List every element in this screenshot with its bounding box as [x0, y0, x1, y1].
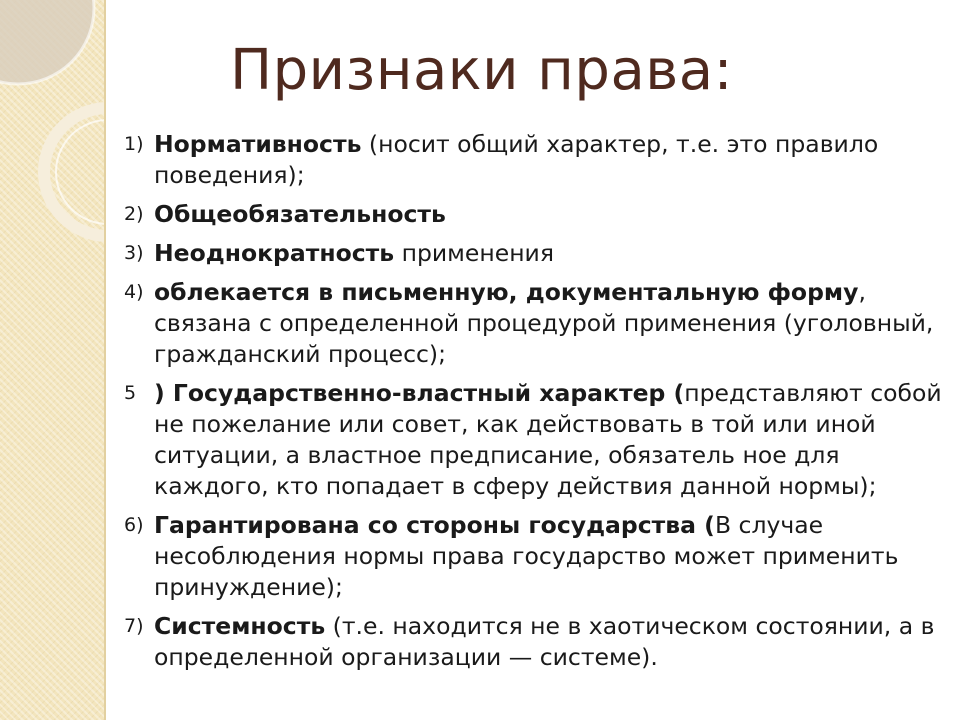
item-term: Системность [154, 612, 326, 640]
item-term: ) Государственно-властный характер ( [154, 379, 685, 407]
slide-title: Признаки права: [230, 38, 733, 103]
list-item [124, 277, 946, 370]
item-term: Гарантирована со стороны государства ( [154, 511, 715, 539]
item-description: (т.е. находится не в хаотическом состоянии, а в определенной организации — системе). [154, 612, 935, 671]
item-number: 5 [124, 382, 137, 404]
criteria-list [124, 129, 946, 681]
item-number: 6) [124, 514, 144, 536]
item-body [154, 611, 946, 673]
item-body [154, 199, 946, 230]
sidebar-divider [104, 0, 106, 720]
item-number: 3) [124, 242, 144, 264]
item-description: , связана с определенной процедурой применения (уголовный, гражданский процесс); [154, 278, 934, 368]
item-term: облекается в письменную, документальную форму [154, 278, 859, 306]
item-body [154, 378, 946, 502]
list-item [124, 378, 946, 502]
item-body [154, 129, 946, 191]
list-item [124, 129, 946, 191]
item-term: Неоднократность [154, 239, 395, 267]
item-term: Общеобязательность [154, 200, 446, 228]
list-item [124, 611, 946, 673]
item-description: представляют собой не пожелание или совет, как действовать в той или иной ситуации, а властное предписание, обязатель ное для каждого, кто попадает в сферу действия данной нормы); [154, 379, 942, 500]
list-item [124, 199, 946, 230]
item-number: 1) [124, 133, 144, 155]
item-description: применения [394, 239, 554, 267]
item-body [154, 238, 946, 269]
decorative-circles [0, 0, 104, 720]
item-body [154, 277, 946, 370]
item-number: 2) [124, 203, 144, 225]
item-body [154, 510, 946, 603]
item-description: (носит общий характер, т.е. это правило поведения); [154, 130, 879, 189]
decorative-sidebar [0, 0, 104, 720]
list-item [124, 510, 946, 603]
item-number: 4) [124, 281, 144, 303]
item-number: 7) [124, 615, 144, 637]
item-description: В случае несоблюдения нормы права государство может применить принуждение); [154, 511, 899, 601]
item-term: Нормативность [154, 130, 362, 158]
list-item [124, 238, 946, 269]
